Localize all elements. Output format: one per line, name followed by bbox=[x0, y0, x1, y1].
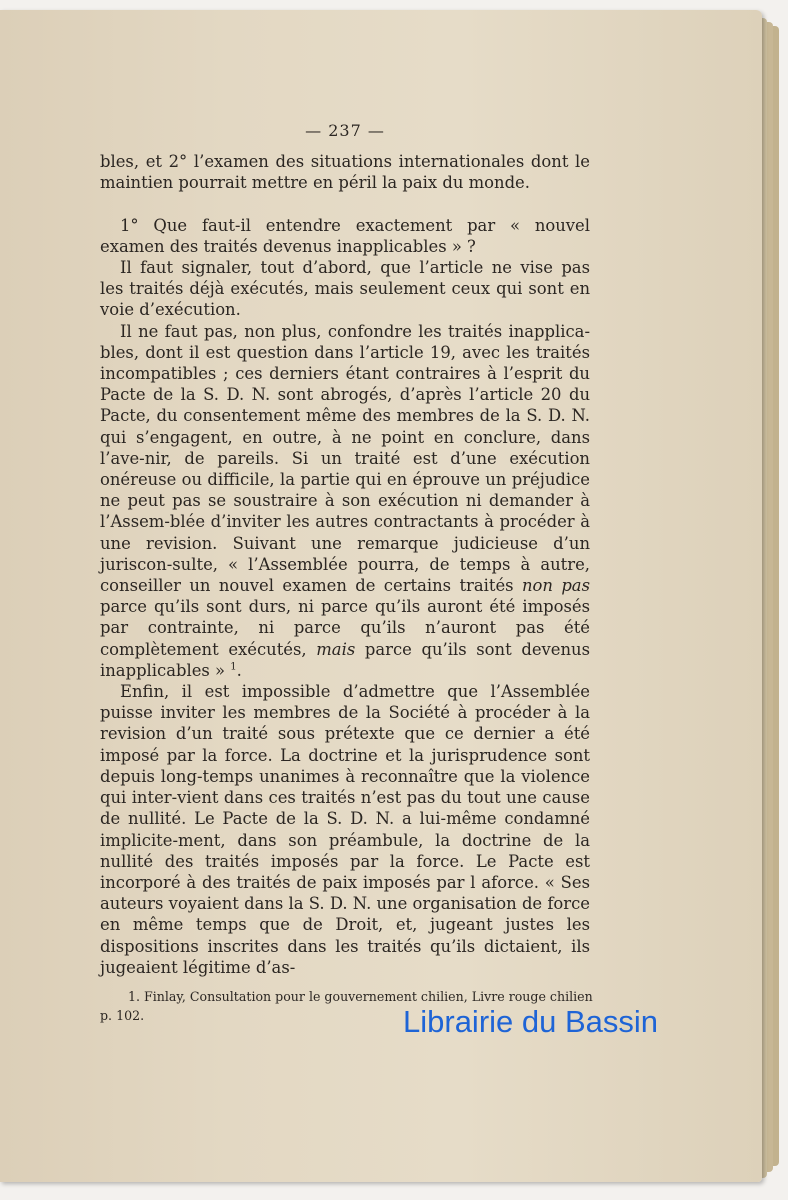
paragraph-text: parce qu’ils sont durs, ni parce qu’ils auront été imposés par contrainte, ni parce qu’ils n’auront pas été complètement exécutés, bbox=[100, 597, 590, 659]
paragraph-executed-treaties: Il faut signaler, tout d’abord, que l’article ne vise pas les traités déjà exécutés, mais seulement ceux qui sont en voie d’exécution. bbox=[100, 258, 590, 320]
italic-text: mais bbox=[316, 639, 356, 659]
paragraph-text: . bbox=[236, 660, 242, 680]
paragraph-text: Il ne faut pas, non plus, confondre les traités inapplica-bles, dont il est question dans l’article 19, avec les traités incompatibles ; ces derniers étant contraires à l’esprit du Pacte de la S. D. N. sont abrogés, d’après l’article 20 du Pacte, du consentement même des membres de la S. D. N. qui s’engagent, en outre, à ne point en conclure, dans l’ave-nir, de pareils. Si un traité est d’une exécution onéreuse ou difficile, la partie qui en éprouve un préjudice ne peut pas se soustraire à son exécution ni demander à l’Assem-blée d’inviter les autres contractants à procéder à une revision. Suivant une remarque judicieuse d’un juriscon-sulte, « l’Assemblée pourra, de temps à autre, conseiller un nouvel examen de certains traités bbox=[100, 321, 590, 596]
italic-text: non pas bbox=[521, 576, 590, 596]
paragraph-incompatible-treaties bbox=[100, 321, 590, 681]
body-text bbox=[100, 120, 590, 978]
paragraph-question: 1° Que faut-il entendre exactement par « nouvel examen des traités devenus inapplicables » ? bbox=[100, 215, 590, 256]
footnote-reference: 1 bbox=[230, 661, 237, 673]
page-edge bbox=[766, 22, 773, 1172]
paragraph-gap bbox=[100, 194, 590, 215]
paragraph-force-treaties: Enfin, il est impossible d’admettre que l’Assemblée puisse inviter les membres de la Société à procéder à la revision d’un traité sous prétexte que ce dernier a été imposé par la force. La doctrine et la jurisprudence sont depuis long-temps unanimes à reconnaître que la violence qui inter-vient dans ces traités n’est pas du tout une cause de nullité. Le Pacte de la S. D. N. a lui-même condamné implicite-ment, dans son préambule, la doctrine de la nullité des traités imposés par la force. Le Pacte est incorporé à des traités de paix imposés par l aforce. « Ses auteurs voyaient dans la S. D. N. une organisation de force en même temps que de Droit, et, jugeant justes les dispositions inscrites dans les traités qu’ils dictaient, ils jugeaient légitime d’as- bbox=[100, 682, 590, 977]
paragraph-text: parce qu’ils sont devenus inapplicables » bbox=[100, 639, 591, 680]
paragraph-continuation: bles, et 2° l’examen des situations internationales dont le maintien pourrait mettre en péril la paix du monde. bbox=[100, 152, 590, 193]
watermark: Librairie du Bassin bbox=[403, 1004, 659, 1039]
page-edge bbox=[772, 26, 779, 1166]
footnote: 1. Finlay, Consultation pour le gouvernement chilien, Livre rouge chilien p. 102. bbox=[100, 989, 593, 1023]
page-number: — 237 — bbox=[305, 121, 385, 140]
